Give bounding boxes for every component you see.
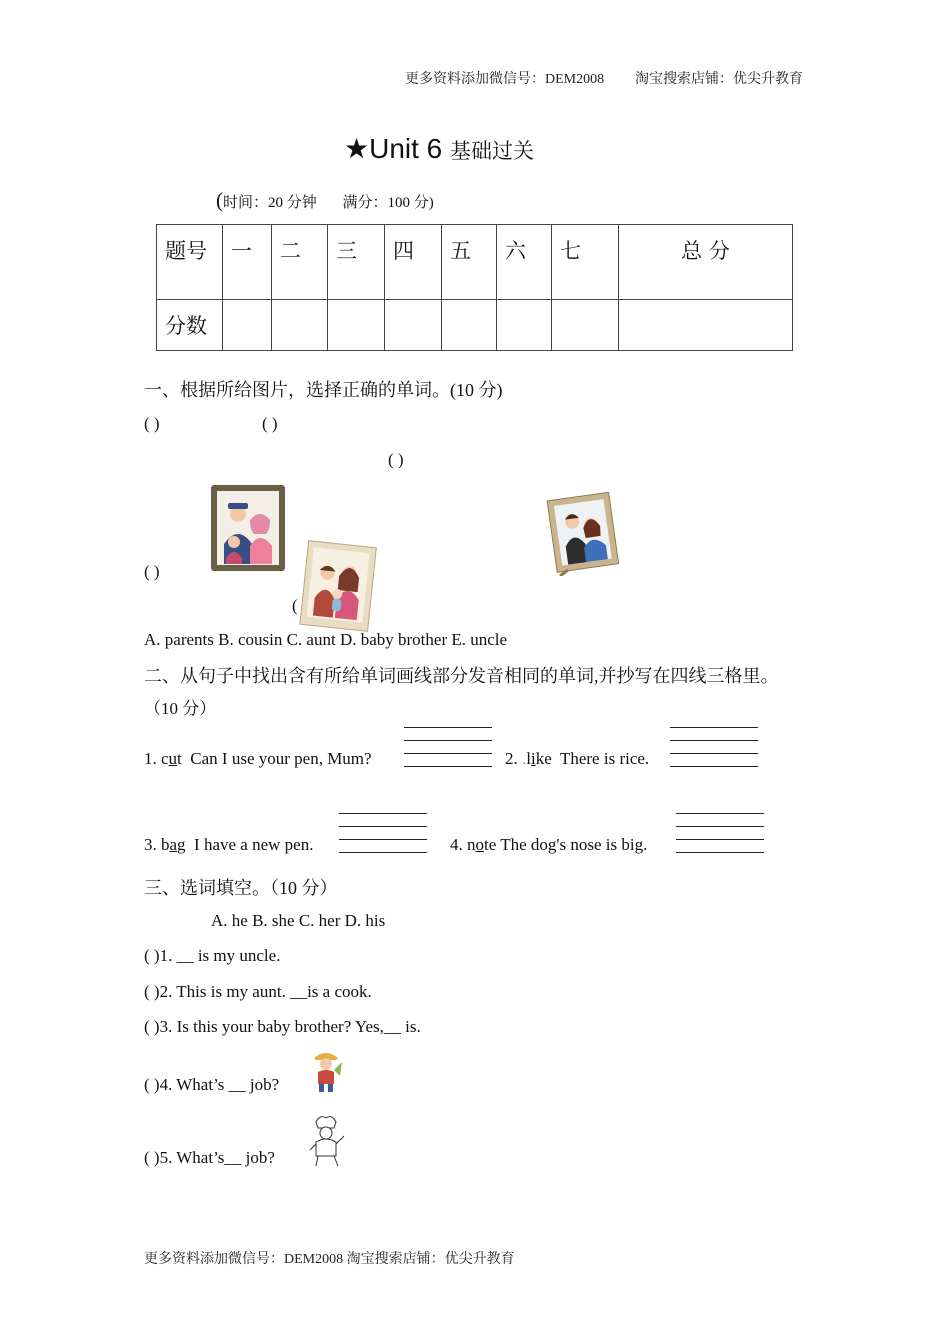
score-cell-2[interactable] [272, 300, 328, 351]
s2-item2-dot: . [522, 749, 527, 768]
title-cn: 基础过关 [450, 140, 535, 163]
s2-item-1 [144, 749, 372, 769]
section3-heading: 三、选词填空。（10 分） [144, 878, 338, 898]
title-unit: ★Unit 6 [344, 133, 443, 164]
score-cell-6[interactable] [497, 300, 552, 351]
s2-item2-sentence: There is rice. [559, 749, 650, 768]
s3-question-2: ( )2. This is my aunt. __is a cook. [144, 982, 372, 1001]
four-line-grid-2[interactable] [670, 727, 758, 767]
table-label-score: 分数 [157, 300, 223, 351]
table-col-total: 总 分 [619, 225, 793, 300]
four-line-grid-3[interactable] [339, 813, 427, 853]
s2-item2-rest: ke [535, 749, 552, 768]
header-taobao: 淘宝搜索店铺：优尖升教育 [635, 72, 803, 87]
table-col-4: 四 [385, 225, 442, 300]
answer-bracket-2[interactable]: ( ) [262, 414, 278, 433]
table-col-3: 三 [328, 225, 385, 300]
s2-item1-sentence: Can I use your pen, Mum? [190, 749, 372, 768]
table-col-7: 七 [552, 225, 619, 300]
s2-item4-rest: te [484, 835, 497, 854]
score-cell-4[interactable] [385, 300, 442, 351]
cook-image [306, 1114, 346, 1168]
score-cell-3[interactable] [328, 300, 385, 351]
time-full-score: 满分：100 分) [342, 195, 434, 211]
s2-item2-underlined: i [530, 749, 536, 768]
time-paren: ( [216, 188, 223, 212]
s2-item1-rest: t [177, 749, 182, 768]
answer-bracket-3[interactable]: ( ) [388, 450, 404, 469]
s2-item-3 [144, 835, 313, 855]
s2-item4-sentence: The dog's nose is big. [500, 835, 648, 854]
farmer-image [308, 1048, 344, 1094]
baby-family-photo-image [296, 538, 380, 636]
answer-bracket-1[interactable]: ( ) [144, 414, 160, 433]
s2-item3-num: 3. b [144, 835, 170, 854]
four-line-grid-1[interactable] [404, 727, 492, 767]
page-title [344, 132, 534, 165]
s2-item-2 [505, 749, 649, 769]
s2-item4-num: 4. n [450, 835, 476, 854]
s2-item2-pre: l [526, 749, 531, 768]
s2-item3-rest: g [177, 835, 186, 854]
s3-question-3: ( )3. Is this your baby brother? Yes,__ is. [144, 1017, 421, 1036]
table-label-number: 题号 [157, 225, 223, 300]
s3-question-4: ( )4. What’s __ job? [144, 1075, 280, 1094]
s2-item3-underlined: a [169, 835, 178, 854]
time-info [216, 188, 434, 213]
score-table [156, 224, 793, 351]
s2-item4-underlined: o [475, 835, 484, 854]
s2-item-4 [450, 835, 647, 855]
s2-item3-sentence: I have a new pen. [194, 835, 314, 854]
s2-item1-num: 1. c [144, 749, 169, 768]
score-cell-total[interactable] [619, 300, 793, 351]
table-col-2: 二 [272, 225, 328, 300]
answer-bracket-5[interactable]: ( [292, 596, 298, 615]
section2-heading: 二、从句子中找出含有所给单词画线部分发音相同的单词,并抄写在四线三格里。 [144, 666, 779, 686]
header-wechat: 更多资料添加微信号：DEM2008 [405, 72, 605, 87]
section1-options: A. parents B. cousin C. aunt D. baby brother E. uncle [144, 630, 508, 649]
score-cell-5[interactable] [442, 300, 497, 351]
score-cell-7[interactable] [552, 300, 619, 351]
four-line-grid-4[interactable] [676, 813, 764, 853]
section3-options: A. he B. she C. her D. his [211, 911, 386, 930]
footer: 更多资料添加微信号：DEM2008 淘宝搜索店铺：优尖升教育 [144, 1252, 515, 1267]
section1-heading: 一、根据所给图片，选择正确的单词。(10 分) [144, 380, 503, 400]
table-col-6: 六 [497, 225, 552, 300]
answer-bracket-4[interactable]: ( ) [144, 562, 160, 581]
s2-item1-underlined: u [168, 749, 178, 768]
s2-item2-num: 2. [505, 749, 522, 768]
parents-photo-image [546, 490, 624, 576]
table-col-1: 一 [223, 225, 272, 300]
family-photo-image [210, 484, 286, 572]
s3-question-1: ( )1. __ is my uncle. [144, 946, 281, 965]
section2-score: （10 分） [144, 699, 217, 718]
time-duration: 时间：20 分钟 [223, 195, 317, 211]
s3-question-5: ( )5. What’s__ job? [144, 1148, 275, 1167]
table-col-5: 五 [442, 225, 497, 300]
score-cell-1[interactable] [223, 300, 272, 351]
